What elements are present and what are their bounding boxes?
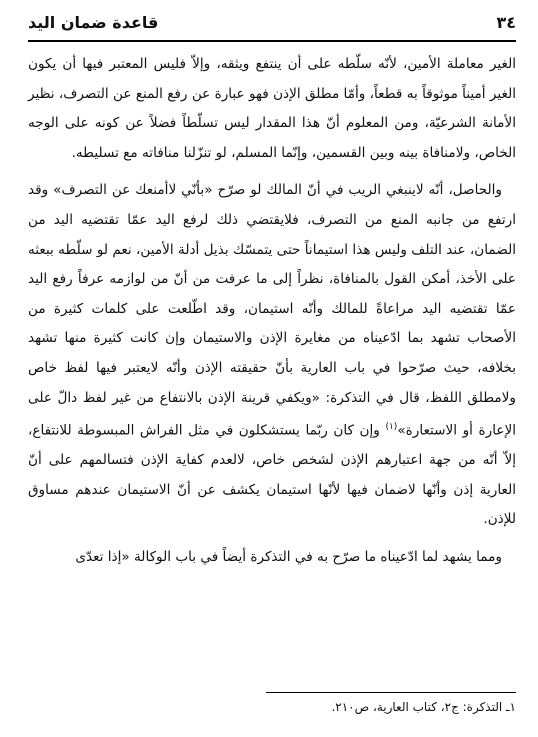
- paragraph-2: [28, 176, 516, 535]
- paragraph-2-text: والحاصل، أنّه لاينبغي الريب في أنّ المالك لو صرّح «بأنّي لاأمنعك عن التصرف» وقد ارتفع من جانبه المنع من التصرف، فلايقتضي ذلك لرفع اليد عمّا تقتضيه اليد من الضمان، عند التلف وليس هذا استيماناً حتى يتمسّك بذيل أدلة الأمين، نعم لو سلّطه ببعثه على الأخذ، أمكن القول بالمنافاة، نظراً إلى ما عرفت من أنّ من لوازمه عرفاً رفع اليد عمّا تقتضيه اليد مراعاةً للمالك وأنّه استيمان، وقد اطّلعت على كلمات كثيرة من الأصحاب تشهد بما ادّعيناه من مغايرة الإذن والاستيمان وإن كانت كثيرة منها تشهد بخلافه، حيث صرّحوا في باب العارية بأنّ حقيقته الإذن وأنّه لايعتبر فيها لفظ خاص ولامطلق اللفظ، قال في التذكرة: «ويكفي قرينة الإذن بالانتفاع من غير لفظ دالّ على الإعارة أو الاستعارة»: [28, 182, 516, 439]
- running-title: قاعدة ضمان اليد: [28, 12, 159, 32]
- page-number: ٣٤: [496, 12, 516, 32]
- paragraph-1: الغير معاملة الأمين، لأنّه سلّطه على أن ينتفع ويثقه، وإلاّ فليس المعتبر فيها أن يكون الغير أميناً موثوقاً به قطعاً، وأمّا مطلق الإذن فهو عبارة عن رفع المنع عن التصرف، نظير الأمانة الشرعيّة، ومن المعلوم أنّ هذا المقدار ليس تسلّطاً فضلاً عن كونه على الوجه الخاص، ولامنافاة بينه وبين القسمين، وإنّما المسلم، لو تنزّلنا منافاته مع تسليطه.: [28, 56, 516, 161]
- paragraph-2-continued: وإن كان ربّما يستشكلون في مثل الفراش المبسوطة للانتفاع، إلاّ أنّه من جهة اعتبارهم الإذن لشخص خاص، لالعدم كفاية الإذن فتسالمهم على أنّ العارية إذن وأنّها لاضمان فيها لأنّها استيمان يكشف عن أنّ الاستيمان عندهم مساوق للإذن.: [28, 422, 516, 528]
- page-header: [28, 6, 516, 38]
- header-rule: [28, 40, 516, 42]
- footnote-text: ١ـ التذكرة: ج٢، كتاب العارية، ص٢١٠.: [331, 700, 516, 714]
- body-text: [28, 50, 516, 573]
- paragraph-3: ومما يشهد لما ادّعيناه ما صرّح به في التذكرة أيضاً في باب الوكالة «إذا تعدّى: [75, 549, 502, 566]
- book-page: [28, 0, 516, 737]
- footnote-marker: (١): [385, 422, 398, 433]
- footnote-rule: [266, 692, 516, 693]
